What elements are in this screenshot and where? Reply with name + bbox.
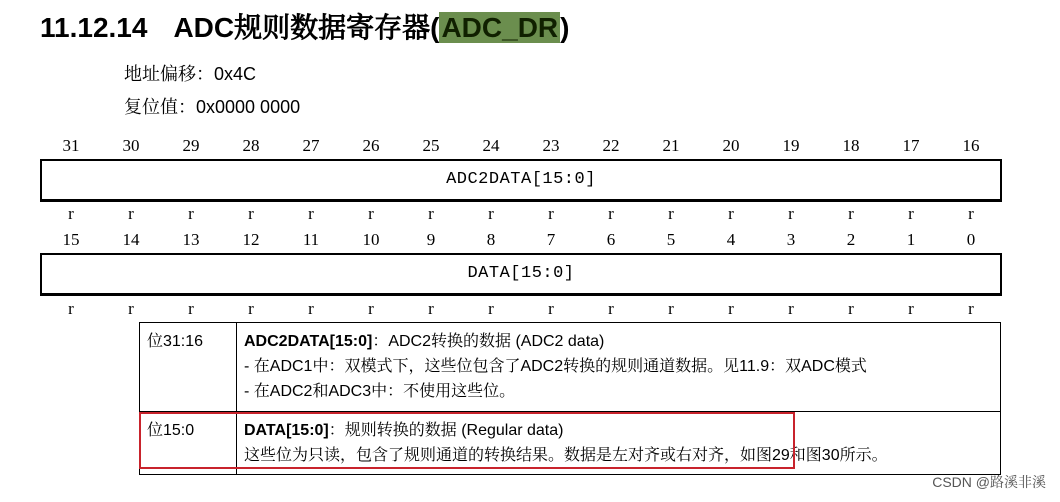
bit-number: 17 xyxy=(902,136,920,155)
bit-number: 1 xyxy=(906,230,916,249)
access-type: r xyxy=(128,204,134,223)
bit-number: 4 xyxy=(726,230,736,249)
access-type: r xyxy=(728,299,734,318)
access-type: r xyxy=(488,299,494,318)
bit-number: 26 xyxy=(362,136,380,155)
access-type: r xyxy=(788,299,794,318)
access-type: r xyxy=(908,204,914,223)
bit-number: 9 xyxy=(426,230,436,249)
access-type: r xyxy=(728,204,734,223)
bit-number: 0 xyxy=(966,230,976,249)
bit-position: 位15:0 xyxy=(140,412,237,475)
description-line: - 在ADC2和ADC3中：不使用这些位。 xyxy=(244,383,516,400)
upper-access-row xyxy=(41,203,1003,225)
bit-number: 19 xyxy=(782,136,800,155)
register-name-highlight: ADC_DR xyxy=(441,12,559,43)
access-type: r xyxy=(368,204,374,223)
lower-access-row xyxy=(41,298,1003,320)
bit-description xyxy=(237,412,1001,475)
bit-number: 18 xyxy=(842,136,860,155)
access-type: r xyxy=(848,299,854,318)
bit-number: 29 xyxy=(182,136,200,155)
access-type: r xyxy=(908,299,914,318)
access-type: r xyxy=(248,204,254,223)
field-summary: ：规则转换的数据 (Regular data) xyxy=(328,422,564,439)
access-type: r xyxy=(428,299,434,318)
watermark: CSDN @路溪非溪 xyxy=(932,474,1046,490)
field-name: ADC2DATA[15:0] xyxy=(244,333,373,350)
register-title xyxy=(40,8,569,48)
bit-number: 12 xyxy=(242,230,260,249)
bit-description xyxy=(237,323,1001,412)
bit-number: 13 xyxy=(182,230,200,249)
title-suffix: ) xyxy=(560,12,570,43)
access-type: r xyxy=(788,204,794,223)
bit-number: 31 xyxy=(62,136,80,155)
bit-number: 7 xyxy=(546,230,556,249)
bit-number: 6 xyxy=(606,230,616,249)
bit-number: 2 xyxy=(846,230,856,249)
access-type: r xyxy=(68,299,74,318)
bit-description-table xyxy=(139,322,1001,475)
table-row xyxy=(140,412,1001,475)
bit-number: 28 xyxy=(242,136,260,155)
bit-number: 20 xyxy=(722,136,740,155)
access-type: r xyxy=(608,204,614,223)
access-type: r xyxy=(68,204,74,223)
bit-number: 14 xyxy=(122,230,140,249)
bit-number: 23 xyxy=(542,136,560,155)
access-type: r xyxy=(848,204,854,223)
description-line: - 在ADC1中：双模式下，这些位包含了ADC2转换的规则通道数据。见11.9：双ADC模式 xyxy=(244,358,867,375)
table-row xyxy=(140,323,1001,412)
upper-field-adc2data: ADC2DATA[15:0] xyxy=(40,159,1002,202)
bit-number: 11 xyxy=(302,230,320,249)
bit-number: 25 xyxy=(422,136,440,155)
field-name: DATA[15:0] xyxy=(244,422,329,439)
access-type: r xyxy=(308,299,314,318)
access-type: r xyxy=(968,204,974,223)
field-summary: ：ADC2转换的数据 (ADC2 data) xyxy=(372,333,605,350)
lower-field-data: DATA[15:0] xyxy=(40,253,1002,296)
access-type: r xyxy=(488,204,494,223)
description-line: 这些位为只读，包含了规则通道的转换结果。数据是左对齐或右对齐，如图29和图30所示。 xyxy=(244,447,888,464)
bit-number: 8 xyxy=(486,230,496,249)
bit-number: 16 xyxy=(962,136,980,155)
bit-number: 27 xyxy=(302,136,320,155)
bit-position: 位31:16 xyxy=(140,323,237,412)
access-type: r xyxy=(188,299,194,318)
access-type: r xyxy=(248,299,254,318)
bit-number: 3 xyxy=(786,230,796,249)
access-type: r xyxy=(668,299,674,318)
bit-number: 21 xyxy=(662,136,680,155)
access-type: r xyxy=(968,299,974,318)
bit-number: 10 xyxy=(362,230,380,249)
bit-number: 22 xyxy=(602,136,620,155)
bit-number: 30 xyxy=(122,136,140,155)
access-type: r xyxy=(188,204,194,223)
access-type: r xyxy=(428,204,434,223)
title-text: ADC规则数据寄存器( xyxy=(173,12,440,43)
reset-value: 复位值：0x0000 0000 xyxy=(124,97,301,117)
upper-bit-numbers xyxy=(41,135,1003,157)
access-type: r xyxy=(308,204,314,223)
bit-number: 24 xyxy=(482,136,500,155)
access-type: r xyxy=(128,299,134,318)
access-type: r xyxy=(368,299,374,318)
access-type: r xyxy=(548,299,554,318)
section-number: 11.12.14 xyxy=(40,12,148,43)
bit-number: 15 xyxy=(62,230,80,249)
access-type: r xyxy=(608,299,614,318)
lower-bit-numbers xyxy=(41,229,1003,251)
access-type: r xyxy=(548,204,554,223)
bit-number: 5 xyxy=(666,230,676,249)
access-type: r xyxy=(668,204,674,223)
address-offset: 地址偏移：0x4C xyxy=(124,64,257,84)
